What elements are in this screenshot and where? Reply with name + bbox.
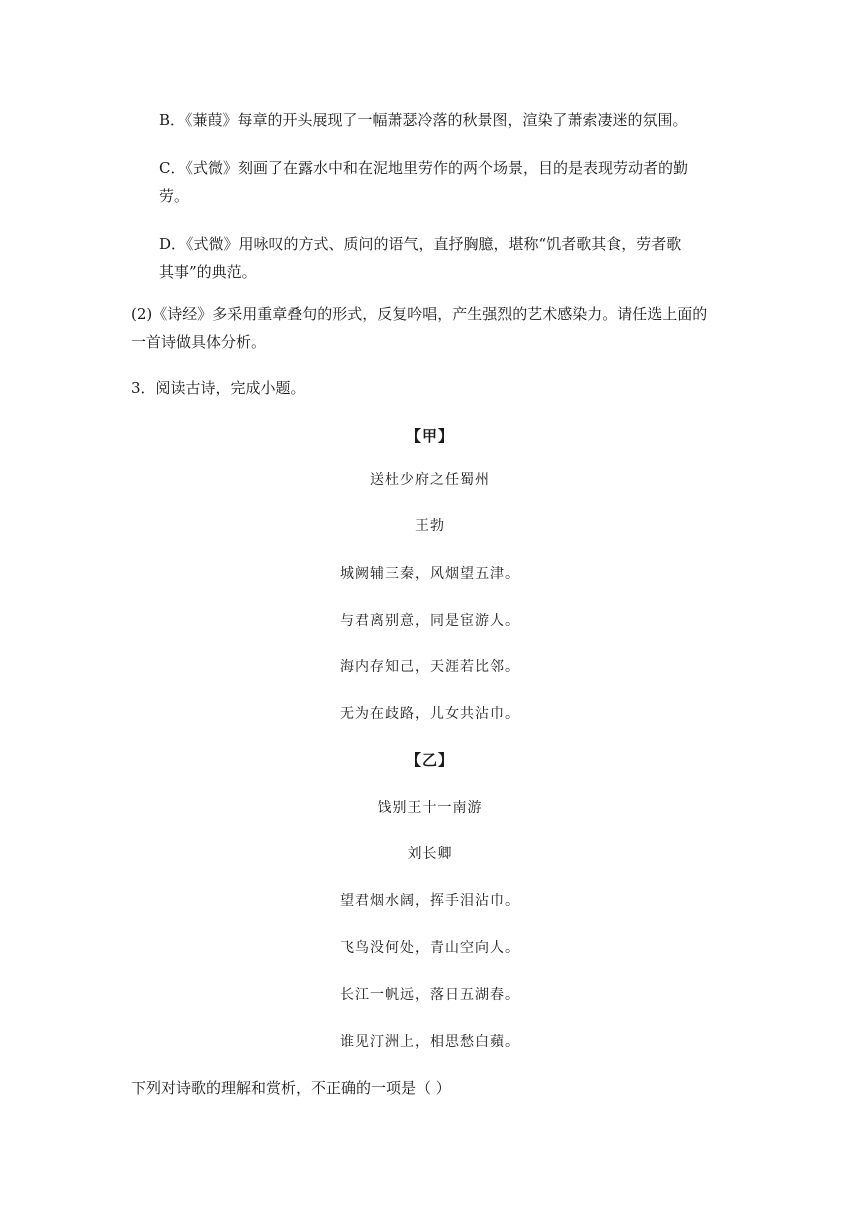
poem-yi-author: 刘长卿: [407, 846, 453, 862]
question-3-prompt: 下列对诗歌的理解和赏析，不正确的一项是（ ）: [131, 1079, 451, 1097]
poem-yi-line: 谁见汀洲上，相思愁白蘋。: [340, 1034, 520, 1050]
poem-jia-line: 与君离别意，同是宦游人。: [340, 613, 520, 629]
poem-jia-title: 送杜少府之任蜀州: [370, 472, 490, 488]
poem-jia-marker: 【甲】: [405, 427, 454, 445]
option-c-line1: C．《式微》刻画了在露水中和在泥地里劳作的两个场景，目的是表现劳动者的勤: [159, 159, 688, 177]
question-2-line2: 一首诗做具体分析。: [131, 333, 267, 351]
poem-jia-line: 无为在歧路，儿女共沾巾。: [340, 706, 520, 722]
poem-jia-line: 海内存知己，天涯若比邻。: [340, 659, 520, 675]
poem-jia-line: 城阙辅三秦，风烟望五津。: [340, 566, 520, 582]
poem-yi-title: 饯别王十一南游: [377, 800, 483, 816]
option-b: B．《蒹葭》每章的开头展现了一幅萧瑟冷落的秋景图，渲染了萧索凄迷的氛围。: [159, 111, 688, 129]
question-3-intro: 3．阅读古诗，完成小题。: [131, 379, 306, 397]
poem-yi-line: 飞鸟没何处，青山空向人。: [340, 940, 520, 956]
option-c-line2: 劳。: [159, 187, 190, 205]
poem-yi-line: 望君烟水阔，挥手泪沾巾。: [340, 893, 520, 909]
option-d-line2: 其事”的典范。: [159, 263, 257, 281]
option-d-line1: D．《式微》用咏叹的方式、质问的语气，直抒胸臆，堪称“饥者歌其食，劳者歌: [159, 235, 682, 253]
poem-yi-marker: 【乙】: [405, 751, 454, 769]
poem-yi-line: 长江一帆远，落日五湖春。: [340, 987, 520, 1003]
question-2-line1: (2)《诗经》多采用重章叠句的形式，反复吟唱，产生强烈的艺术感染力。请任选上面的: [131, 305, 708, 323]
poem-jia-author: 王勃: [415, 518, 445, 534]
